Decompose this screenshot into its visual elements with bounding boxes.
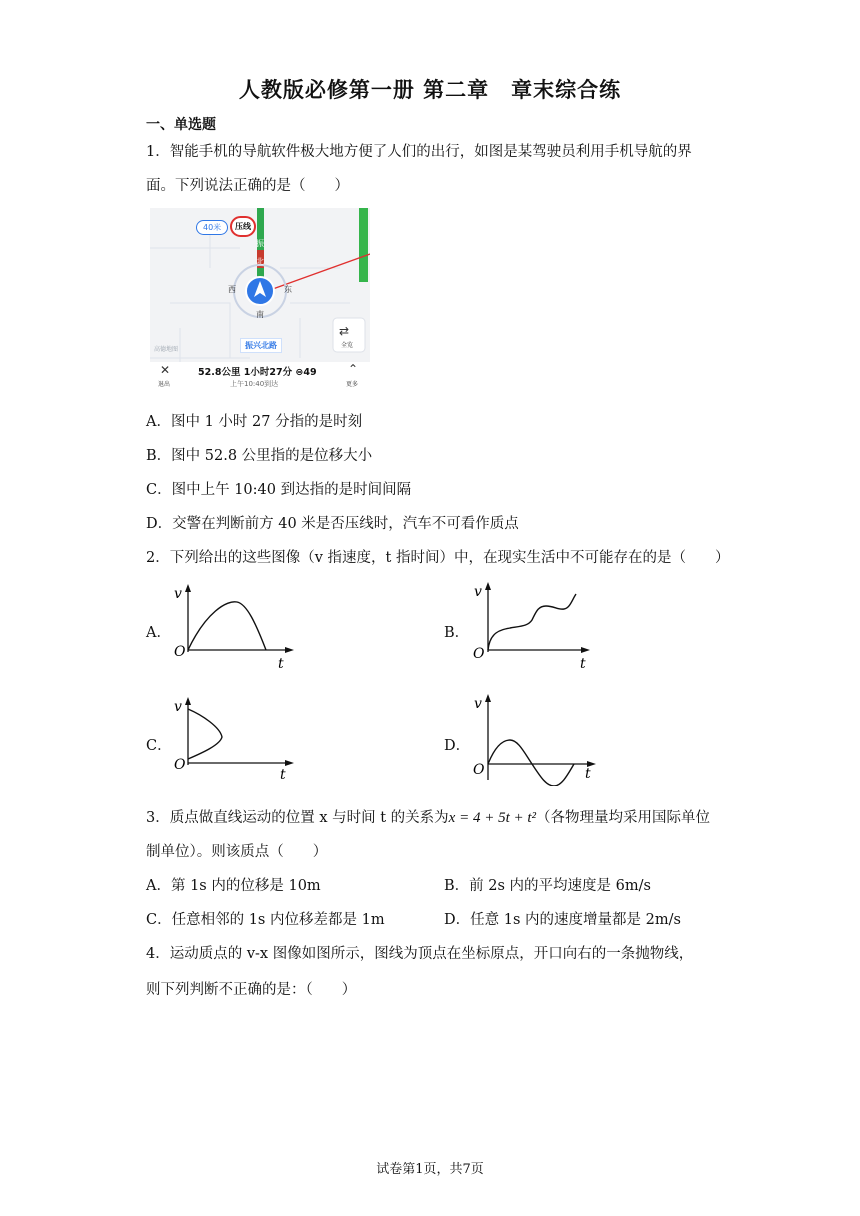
exit-label[interactable]: 退出 [158,381,171,388]
q2-stem: 2．下列给出的这些图像（v 指速度，t 指时间）中，在现实生活中不可能存在的是（ ） [146,550,730,566]
graph-b-v-label: v [474,584,482,600]
q3-stem-line2: 制单位）。则该质点（ ） [146,844,328,860]
graph-d-v-label: v [474,696,482,712]
graph-b-v-arrow [485,582,491,590]
road-name: 振兴北路 [240,338,282,353]
q3-stem-line1 [146,806,710,827]
q4-stem-line2: 则下列判断不正确的是：（ ） [146,982,357,998]
navigation-screenshot [150,208,370,392]
q3-stem-pre: 3．质点做直线运动的位置 x 与时间 t 的关系为 [146,810,449,826]
graph-a-curve [188,602,266,650]
trip-summary: 52.8公里 1小时27分 ⊜49 [198,367,317,378]
graph-c-t-arrow [285,760,294,766]
graph-a-v-label: v [174,586,182,602]
graph-c-v-label: v [174,699,182,715]
compass-east: 东 [284,285,292,294]
map-watermark: 高德地图 [154,346,179,353]
q1-option-d: D．交警在判断前方 40 米是否压线时，汽车不可看作质点 [146,516,519,532]
chevron-up-icon[interactable]: ⌃ [348,362,359,376]
close-icon[interactable]: ✕ [160,363,171,377]
page-footer: 试卷第1页，共7页 [376,1162,484,1177]
overview-icon[interactable]: ⇄ [339,324,350,338]
bottom-bar [150,362,370,392]
graph-d-origin: O [473,762,485,778]
arrival-time: 上午10:40到达 [230,380,279,388]
graph-d-t-label: t [585,766,591,782]
graph-d [470,694,600,786]
graph-c-t-label: t [280,767,286,783]
q2-label-a: A． [146,625,171,641]
overview-label[interactable]: 全览 [341,342,354,349]
q1-option-b: B．图中 52.8 公里指的是位移大小 [146,448,373,464]
q2-label-d: D． [444,738,471,754]
q3-option-d: D．任意 1s 内的速度增量都是 2m/s [444,912,681,928]
compass-north: 北 [256,257,264,266]
graph-a [172,584,297,670]
q2-label-c: C． [146,738,172,754]
graph-c-origin: O [174,757,186,773]
road-vertical-label: 振 [256,239,264,248]
graph-b-t-arrow [581,647,590,653]
graph-b [470,582,595,672]
graph-a-origin: O [174,644,186,660]
compass-west: 西 [228,285,236,294]
graph-a-v-arrow [185,584,191,592]
graph-b-t-label: t [580,656,586,672]
graph-c [172,697,297,783]
more-label[interactable]: 更多 [346,381,359,388]
warning-badge: 压线 [230,216,256,237]
q2-label-b: B． [444,625,470,641]
section-heading: 一、单选题 [146,117,216,133]
graph-d-curve [488,740,574,786]
q3-stem-post: （各物理量均采用国际单位 [536,810,711,826]
graph-c-curve [188,709,222,759]
q3-option-c: C．任意相邻的 1s 内位移差都是 1m [146,912,385,928]
distance-tag: 40米 [196,220,228,235]
graph-c-v-arrow [185,697,191,705]
compass-south: 南 [256,310,264,319]
q3-option-a: A．第 1s 内的位移是 10m [146,878,321,894]
graph-a-t-arrow [285,647,294,653]
q3-option-b: B．前 2s 内的平均速度是 6m/s [444,878,651,894]
q1-stem-line1: 1．智能手机的导航软件极大地方便了人们的出行，如图是某驾驶员利用手机导航的界 [146,144,692,160]
q1-option-c: C．图中上午 10:40 到达指的是时间间隔 [146,482,412,498]
graph-d-v-arrow [485,694,491,702]
q1-option-a: A．图中 1 小时 27 分指的是时刻 [146,414,363,430]
graph-b-origin: O [473,646,485,662]
page-title: 人教版必修第一册 第二章 章末综合练 [238,78,622,102]
graph-b-curve [488,594,576,650]
q3-formula: x = 4 + 5t + t² [448,810,537,826]
graph-a-t-label: t [278,656,284,670]
q1-stem-line2: 面。下列说法正确的是（ ） [146,178,349,194]
q4-stem-line1: 4．运动质点的 v-x 图像如图所示，图线为顶点在坐标原点，开口向右的一条抛物线， [146,946,694,962]
